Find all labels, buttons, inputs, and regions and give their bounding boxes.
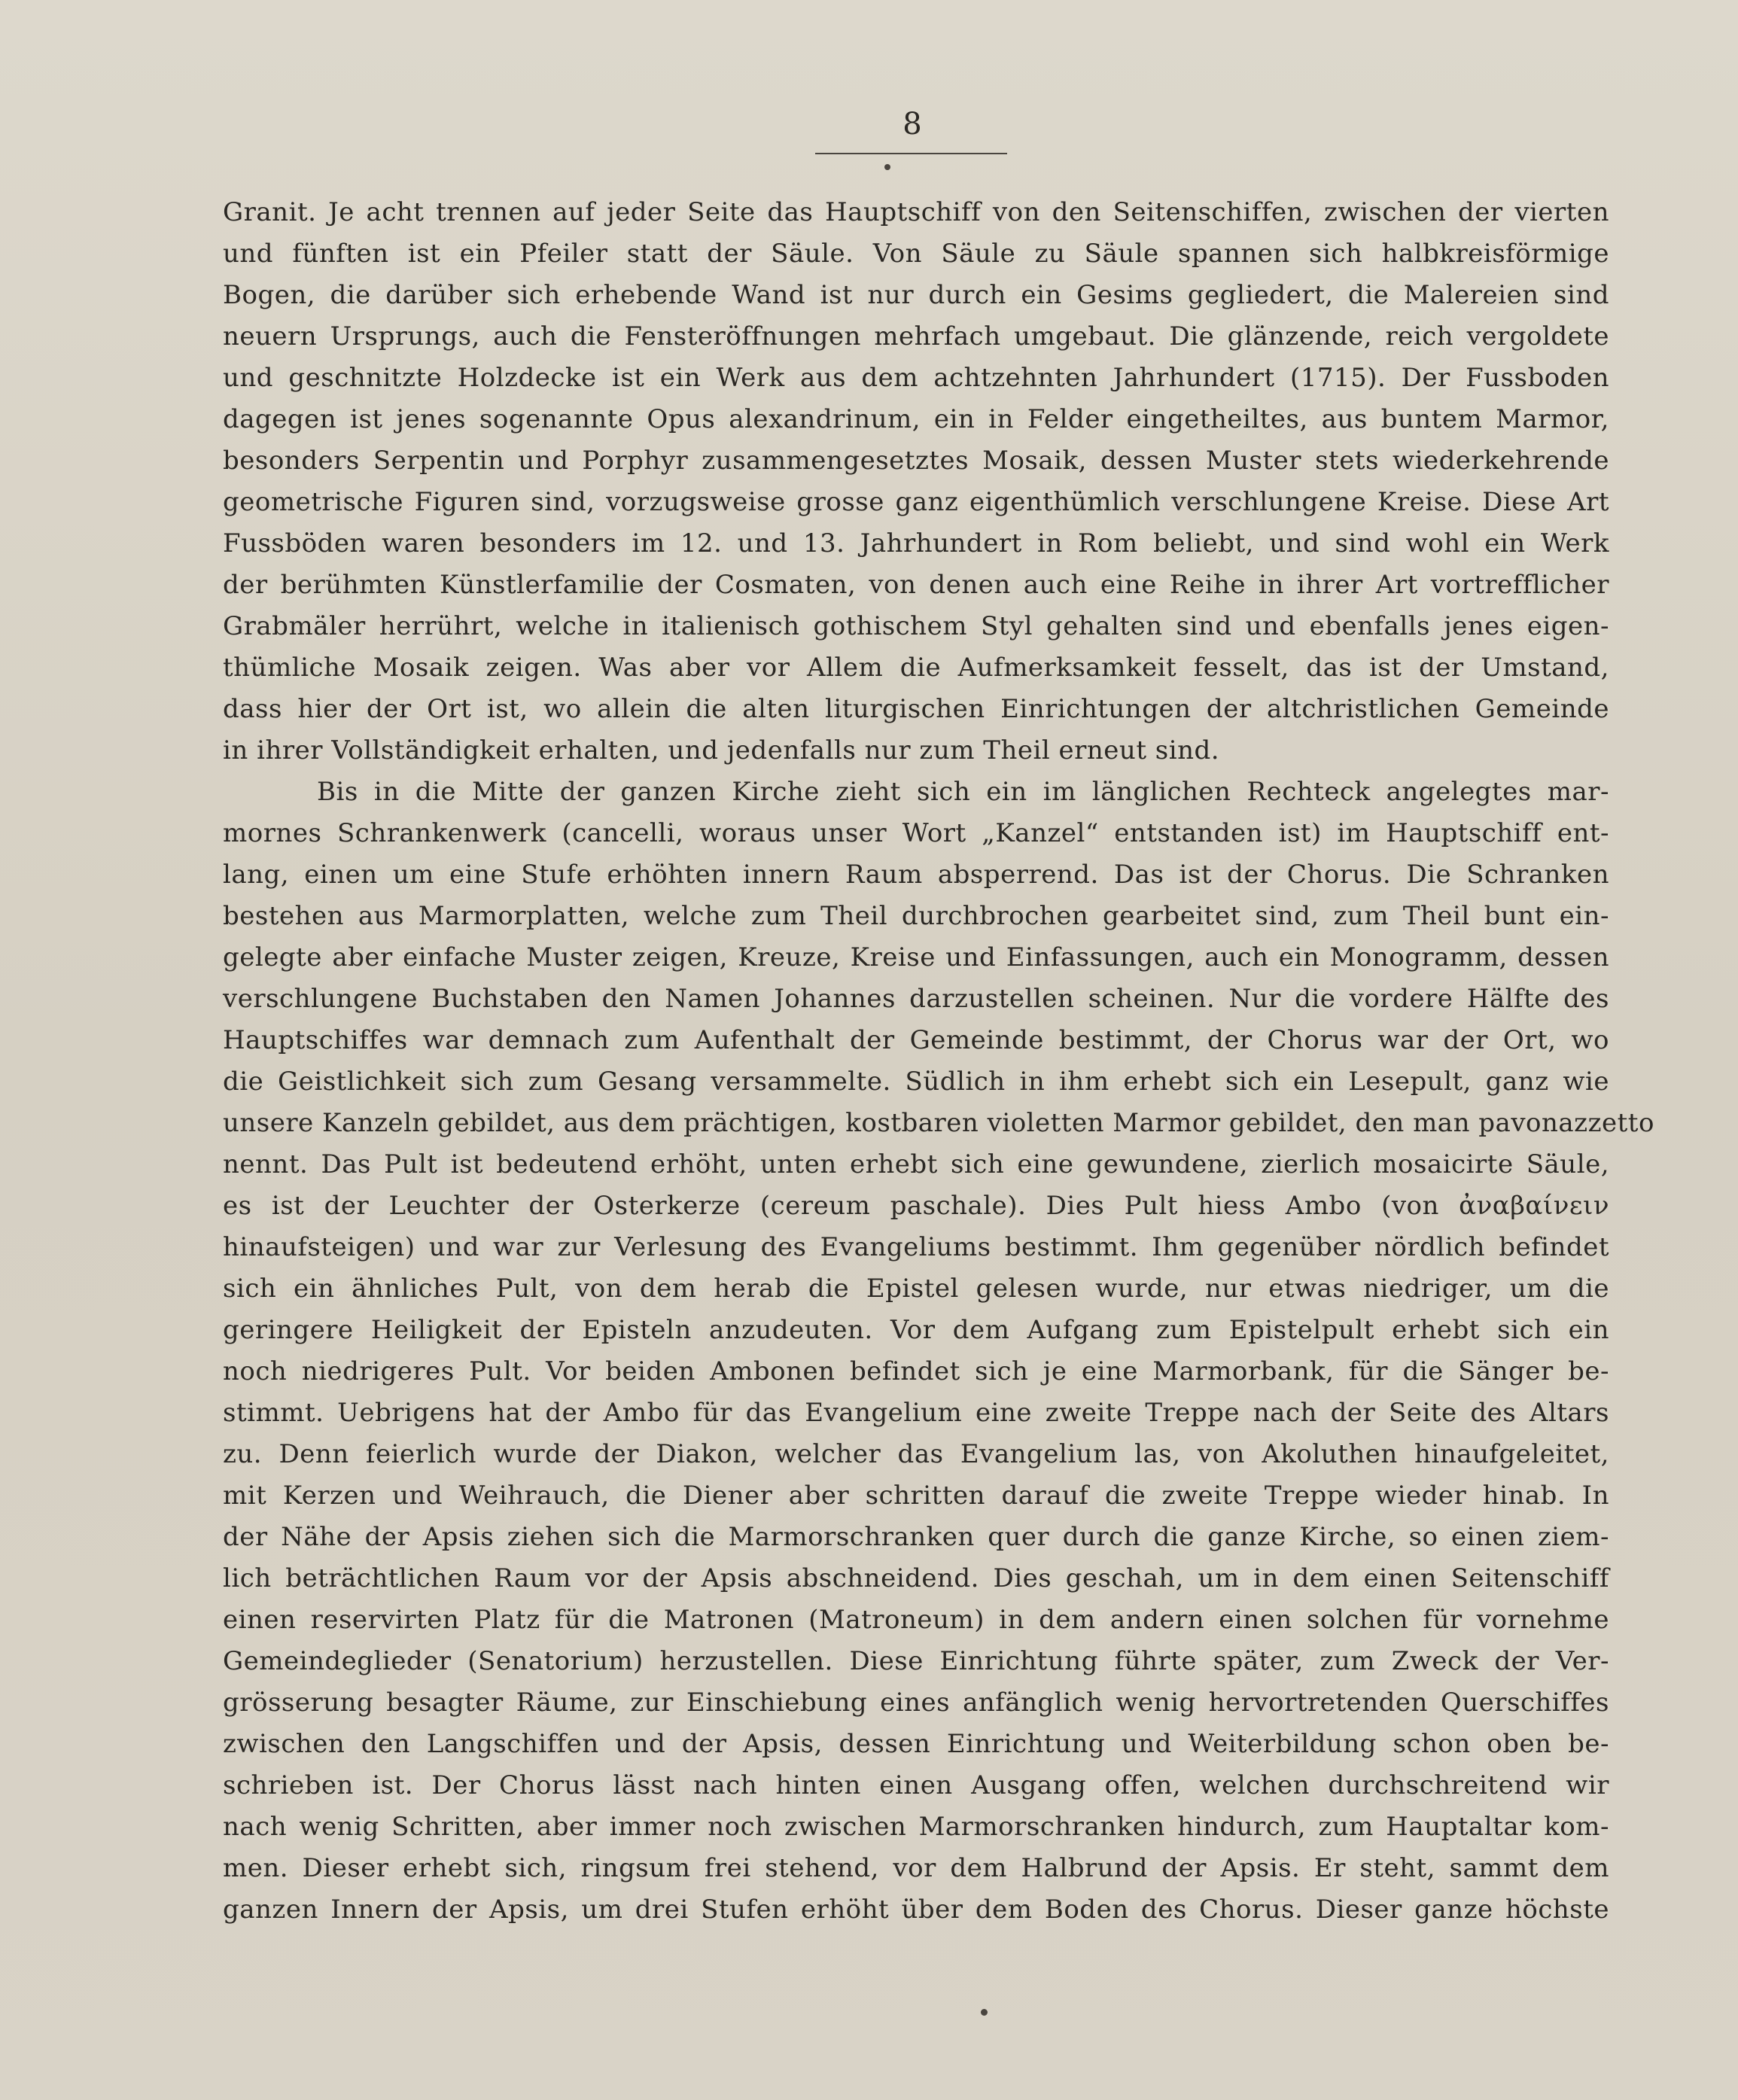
text-line: lich beträchtlichen Raum vor der Apsis abschneidend. Dies geschah, um in dem einen Seitenschiff	[223, 1563, 1609, 1593]
text-line: geometrische Figuren sind, vorzugsweise grosse ganz eigenthümlich verschlungene Kreise. Diese Art	[223, 487, 1609, 517]
text-line: besonders Serpentin und Porphyr zusammengesetztes Mosaik, dessen Muster stets wiederkehrende	[223, 446, 1609, 476]
text-line: einen reservirten Platz für die Matronen (Matroneum) in dem andern einen solchen für vornehme	[223, 1605, 1609, 1635]
header-ornament-dot	[884, 164, 890, 170]
text-line: schrieben ist. Der Chorus lässt nach hinten einen Ausgang offen, welchen durchschreitend wir	[223, 1770, 1609, 1800]
text-line: Fussböden waren besonders im 12. und 13. Jahrhundert in Rom beliebt, und sind wohl ein Werk	[223, 528, 1609, 558]
text-line: Bogen, die darüber sich erhebende Wand ist nur durch ein Gesims gegliedert, die Malereien sind	[223, 280, 1609, 310]
text-line: noch niedrigeres Pult. Vor beiden Ambonen befindet sich je eine Marmorbank, für die Sänger be-	[223, 1356, 1609, 1386]
text-line: bestehen aus Marmorplatten, welche zum Theil durchbrochen gearbeitet sind, zum Theil bunt ein-	[223, 901, 1609, 931]
text-line: geringere Heiligkeit der Episteln anzudeuten. Vor dem Aufgang zum Epistelpult erhebt sich ein	[223, 1315, 1609, 1345]
text-line: dagegen ist jenes sogenannte Opus alexandrinum, ein in Felder eingetheiltes, aus buntem Marmor,	[223, 404, 1609, 434]
text-line: Grabmäler herrührt, welche in italienisch gothischem Styl gehalten sind und ebenfalls jenes eigen-	[223, 611, 1609, 641]
text-line: und fünften ist ein Pfeiler statt der Säule. Von Säule zu Säule spannen sich halbkreisförmige	[223, 239, 1609, 269]
text-line: Granit. Je acht trennen auf jeder Seite das Hauptschiff von den Seitenschiffen, zwischen der vierten	[223, 197, 1609, 227]
text-line: grösserung besagter Räume, zur Einschiebung eines anfänglich wenig hervortretenden Querschiffes	[223, 1688, 1609, 1718]
text-line-paragraph-end: in ihrer Vollständigkeit erhalten, und jedenfalls nur zum Theil erneut sind.	[223, 735, 1220, 765]
text-line: Hauptschiffes war demnach zum Aufenthalt der Gemeinde bestimmt, der Chorus war der Ort, wo	[223, 1025, 1609, 1055]
page-number: 8	[902, 107, 923, 142]
text-line: verschlungene Buchstaben den Namen Johannes darzustellen scheinen. Nur die vordere Hälfte des	[223, 984, 1609, 1014]
text-line: nach wenig Schritten, aber immer noch zwischen Marmorschranken hindurch, zum Hauptaltar kom-	[223, 1812, 1609, 1842]
text-line: nennt. Das Pult ist bedeutend erhöht, unten erhebt sich eine gewundene, zierlich mosaicirte Säule,	[223, 1149, 1609, 1179]
text-line: Gemeindeglieder (Senatorium) herzustellen. Diese Einrichtung führte später, zum Zweck der Ver-	[223, 1646, 1609, 1676]
text-line: ganzen Innern der Apsis, um drei Stufen erhöht über dem Boden des Chorus. Dieser ganze höchste	[223, 1895, 1609, 1925]
text-line: die Geistlichkeit sich zum Gesang versammelte. Südlich in ihm erhebt sich ein Lesepult, ganz wie	[223, 1067, 1609, 1097]
text-line: dass hier der Ort ist, wo allein die alten liturgischen Einrichtungen der altchristlichen Gemeinde	[223, 694, 1609, 724]
text-line: der berühmten Künstlerfamilie der Cosmaten, von denen auch eine Reihe in ihrer Art vortrefflicher	[223, 570, 1609, 600]
text-line: mit Kerzen und Weihrauch, die Diener aber schritten darauf die zweite Treppe wieder hinab. In	[223, 1481, 1609, 1511]
text-line: thümliche Mosaik zeigen. Was aber vor Allem die Aufmerksamkeit fesselt, das ist der Umstand,	[223, 653, 1609, 683]
text-line: zu. Denn feierlich wurde der Diakon, welcher das Evangelium las, von Akoluthen hinaufgeleitet,	[223, 1439, 1609, 1469]
text-line: es ist der Leuchter der Osterkerze (cereum paschale). Dies Pult hiess Ambo (von ἀναβαίνειν	[223, 1191, 1609, 1221]
text-line: hinaufsteigen) und war zur Verlesung des Evangeliums bestimmt. Ihm gegenüber nördlich befindet	[223, 1232, 1609, 1262]
text-line: mornes Schrankenwerk (cancelli, woraus unser Wort „Kanzel“ entstanden ist) im Hauptschiff ent-	[223, 818, 1609, 848]
text-line: gelegte aber einfache Muster zeigen, Kreuze, Kreise und Einfassungen, auch ein Monogramm, dessen	[223, 942, 1609, 972]
header-rule	[815, 153, 1007, 154]
text-line: sich ein ähnliches Pult, von dem herab die Epistel gelesen wurde, nur etwas niedriger, um die	[223, 1274, 1609, 1304]
text-line: men. Dieser erhebt sich, ringsum frei stehend, vor dem Halbrund der Apsis. Er steht, sammt dem	[223, 1853, 1609, 1883]
footer-ornament-dot	[981, 2009, 988, 2016]
text-line: unsere Kanzeln gebildet, aus dem prächtigen, kostbaren violetten Marmor gebildet, den man pavonazzetto	[223, 1108, 1654, 1138]
text-line: lang, einen um eine Stufe erhöhten innern Raum absperrend. Das ist der Chorus. Die Schranken	[223, 860, 1609, 890]
text-line: neuern Ursprungs, auch die Fensteröffnungen mehrfach umgebaut. Die glänzende, reich vergoldete	[223, 321, 1609, 352]
text-line-paragraph-start: Bis in die Mitte der ganzen Kirche zieht sich ein im länglichen Rechteck angelegtes mar-	[317, 777, 1609, 807]
text-line: und geschnitzte Holzdecke ist ein Werk aus dem achtzehnten Jahrhundert (1715). Der Fussboden	[223, 363, 1609, 393]
text-line: zwischen den Langschiffen und der Apsis, dessen Einrichtung und Weiterbildung schon oben be-	[223, 1729, 1609, 1759]
text-line: stimmt. Uebrigens hat der Ambo für das Evangelium eine zweite Treppe nach der Seite des Altars	[223, 1398, 1609, 1428]
body-text	[223, 192, 1654, 1931]
text-line: der Nähe der Apsis ziehen sich die Marmorschranken quer durch die ganze Kirche, so einen ziem-	[223, 1522, 1609, 1552]
